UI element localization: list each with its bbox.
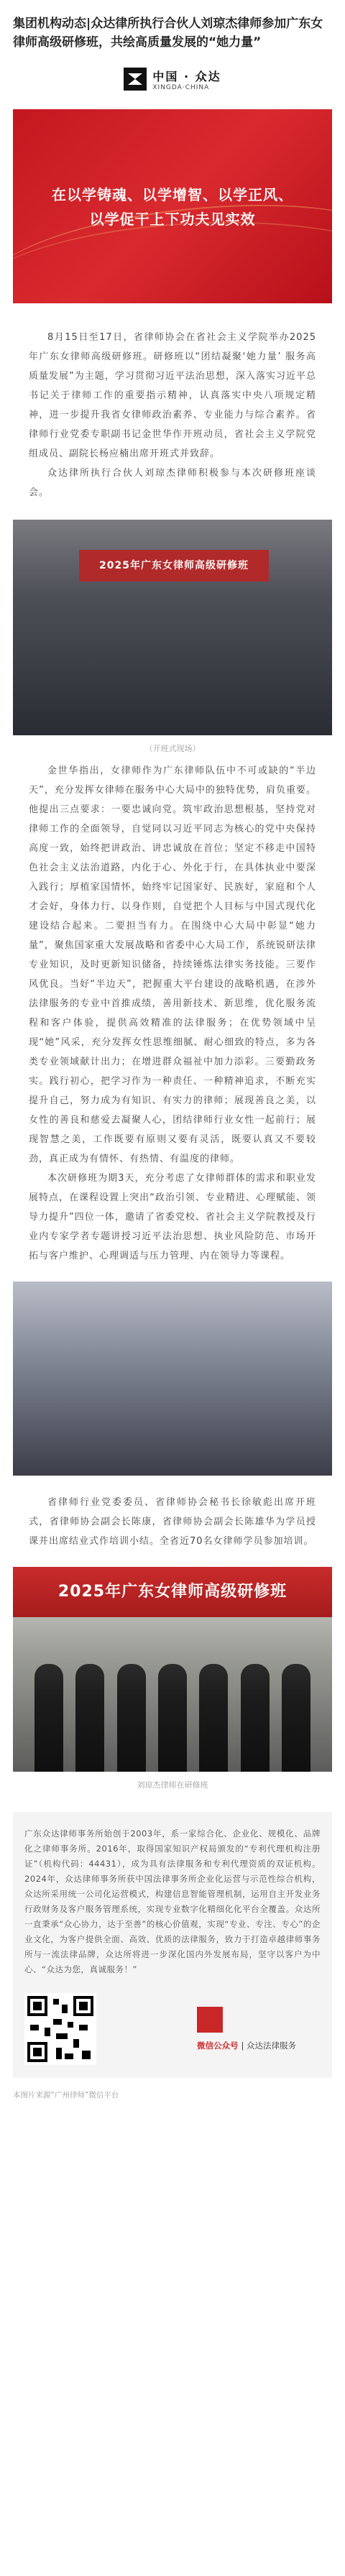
logo-name-cn: 中国 · 众达	[152, 69, 221, 83]
photo-screen-text: 2025年广东女律师高级研修班	[13, 1567, 332, 1617]
banner-text	[13, 183, 332, 231]
banner-line-1: 在以学铸魂、以学增智、以学正风、	[52, 186, 293, 203]
photo-screen-text: 2025年广东女律师高级研修班	[79, 550, 269, 581]
wechat-follow-label: 微信公众号 | 众达法律服务	[197, 2041, 297, 2051]
participation-paragraph: 众达律所执行合伙人刘琼杰律师积极参与本次研修班座谈会。	[29, 468, 316, 498]
follow-section	[24, 1993, 321, 2065]
firm-introduction	[13, 1812, 332, 2078]
firm-logo	[0, 62, 345, 96]
firm-mini-logo-icon	[197, 2007, 223, 2033]
qr-code-icon[interactable]	[24, 1993, 96, 2065]
photo-classroom	[13, 1282, 332, 1476]
group-people	[34, 1650, 310, 1772]
banner-line-2: 以学促干上下功夫见实效	[89, 211, 256, 228]
photo-opening-ceremony	[13, 520, 332, 735]
photo-group	[13, 1567, 332, 1772]
article-title: 集团机构动态|众达律所执行合伙人刘琼杰律师参加广东女律师高级研修班，共绘高质量发展的“她力量”	[13, 17, 323, 50]
closing-paragraph: 省律师行业党委委员、省律师协会秘书长徐敏彪出席开班式，省律师协会副会长陈康，省律师协会副会长陈雄华为学员授课并出席结业式作培训小结。全省近70名女律师学员参加培训。	[29, 1497, 316, 1547]
intro-paragraph: 8月15日至17日，省律师协会在省社会主义学院举办2025年广东女律师高级研修班。研修班以“团结凝聚‘她力量’ 服务高质量发展”为主题，学习贯彻习近平法治思想，深入落实习近平总书记关于律师工作的重要指示精神，认真落实中央八项规定精神，进一步提升我省女律师政治素养、专业能力与综合素养。省律师行业党委专职副书记金世华作开班动员，省社会主义学院党组成员、副院长杨应楠出席开班式并致辞。	[29, 332, 316, 459]
image-source-note: 本图片来源“广州律师”微信平台	[13, 2091, 119, 2099]
slogan-banner	[13, 109, 332, 303]
firm-intro-text: 广东众达律师事务所始创于2003年，系一家综合化、企业化、规模化、品牌化之律师事务所。2016年，取得国家知识产权局颁发的“专利代理机构注册证”（机构代码：44431），成为具有法律服务和专利代理资质的双证机构。2024年，众达律师事务所获中国法律事务所企业化运营与示范性综合机构，众达所采用统一公司化运营模式，构建信息智能管理机制，运用自主开发业务行政财务及客户服务管理系统，实现专业数字化精细化化平台全覆盖。众达所一直秉承“众心协力，达于至善”的核心价值观，实现“专业、专注、专心”的企业文化，为客户提供全面、高效、优质的法律服务，致力于打造卓越律师事务所与一流法律品牌，众达所将进一步深化国内外发展布局，坚守以客户为中心、“众达为您，真诚服务！”	[24, 1828, 321, 1974]
photo-caption: （开班式现场）	[144, 744, 201, 753]
logo-name-en: XINGDA·CHINA	[152, 83, 210, 91]
firm-logo-icon	[124, 68, 147, 91]
course-paragraph: 本次研修班为期3天，充分考虑了女律师群体的需求和职业发展特点，在课程设置上突出“政治引领、专业精进、心理赋能、领导力提升”四位一体，邀请了省委党校、省社会主义学院教授及行业内专家学者专题讲授习近平法治思想、执业风险防范、市场开拓与客户维护、心理调适与压力管理、内在领导力等课程。	[29, 1173, 316, 1261]
photo-caption-group: 刘琼杰律师在研修班	[137, 1780, 208, 1790]
speech-paragraph: 金世华指出，女律师作为广东律师队伍中不可或缺的“半边天”，充分发挥女律师在服务中心大局中的独特优势，肩负重要。他提出三点要求：一要忠诚向党。筑牢政治思想根基，坚持党对律师工作的全面领导，自觉同以习近平同志为核心的党中央保持高度一致，始终把讲政治、讲忠诚放在首位；坚定不移走中国特色社会主义法治道路，内化于心、外化于行，在具体执业中要深入践行；厚植家国情怀，始终牢记国家好、民族好，家庭和个人才会好，身体力行、以身作则，自觉把个人目标与中国式现代化建设结合起来。二要担当有力。在围绕中心大局中彰显“她力量”，聚焦国家重大发展战略和省委中心大局工作，系统锐研法律专业知识，及时更新知识储备，持续锤炼法律实务技能。三要作风优良。当好“半边天”，把握重大平台建设的战略机遇，在涉外法律服务的专业中首推成绩，善用新技术、新思维，优化服务流程和客户体验，提供高效精准的法律服务；在优势领域中呈现“她”风采，充分发挥女性思维细腻、耐心细致的特点，多为各类专业领域献计出力；在增进群众福祉中加力添彩。三要勤政务实。践行初心，把学习作为一种责任、一种精神追求，不断充实提升自己，努力成为有知识、有实力的律师；展现善良之美，以女性的善良和慈爱去凝聚人心，团结律师行业女性一起前行；展现智慧之美，工作既要有原则又要有灵活，既要认真又不要较劲，真正成为有情怀、有热情、有温度的律师。	[29, 765, 316, 1164]
